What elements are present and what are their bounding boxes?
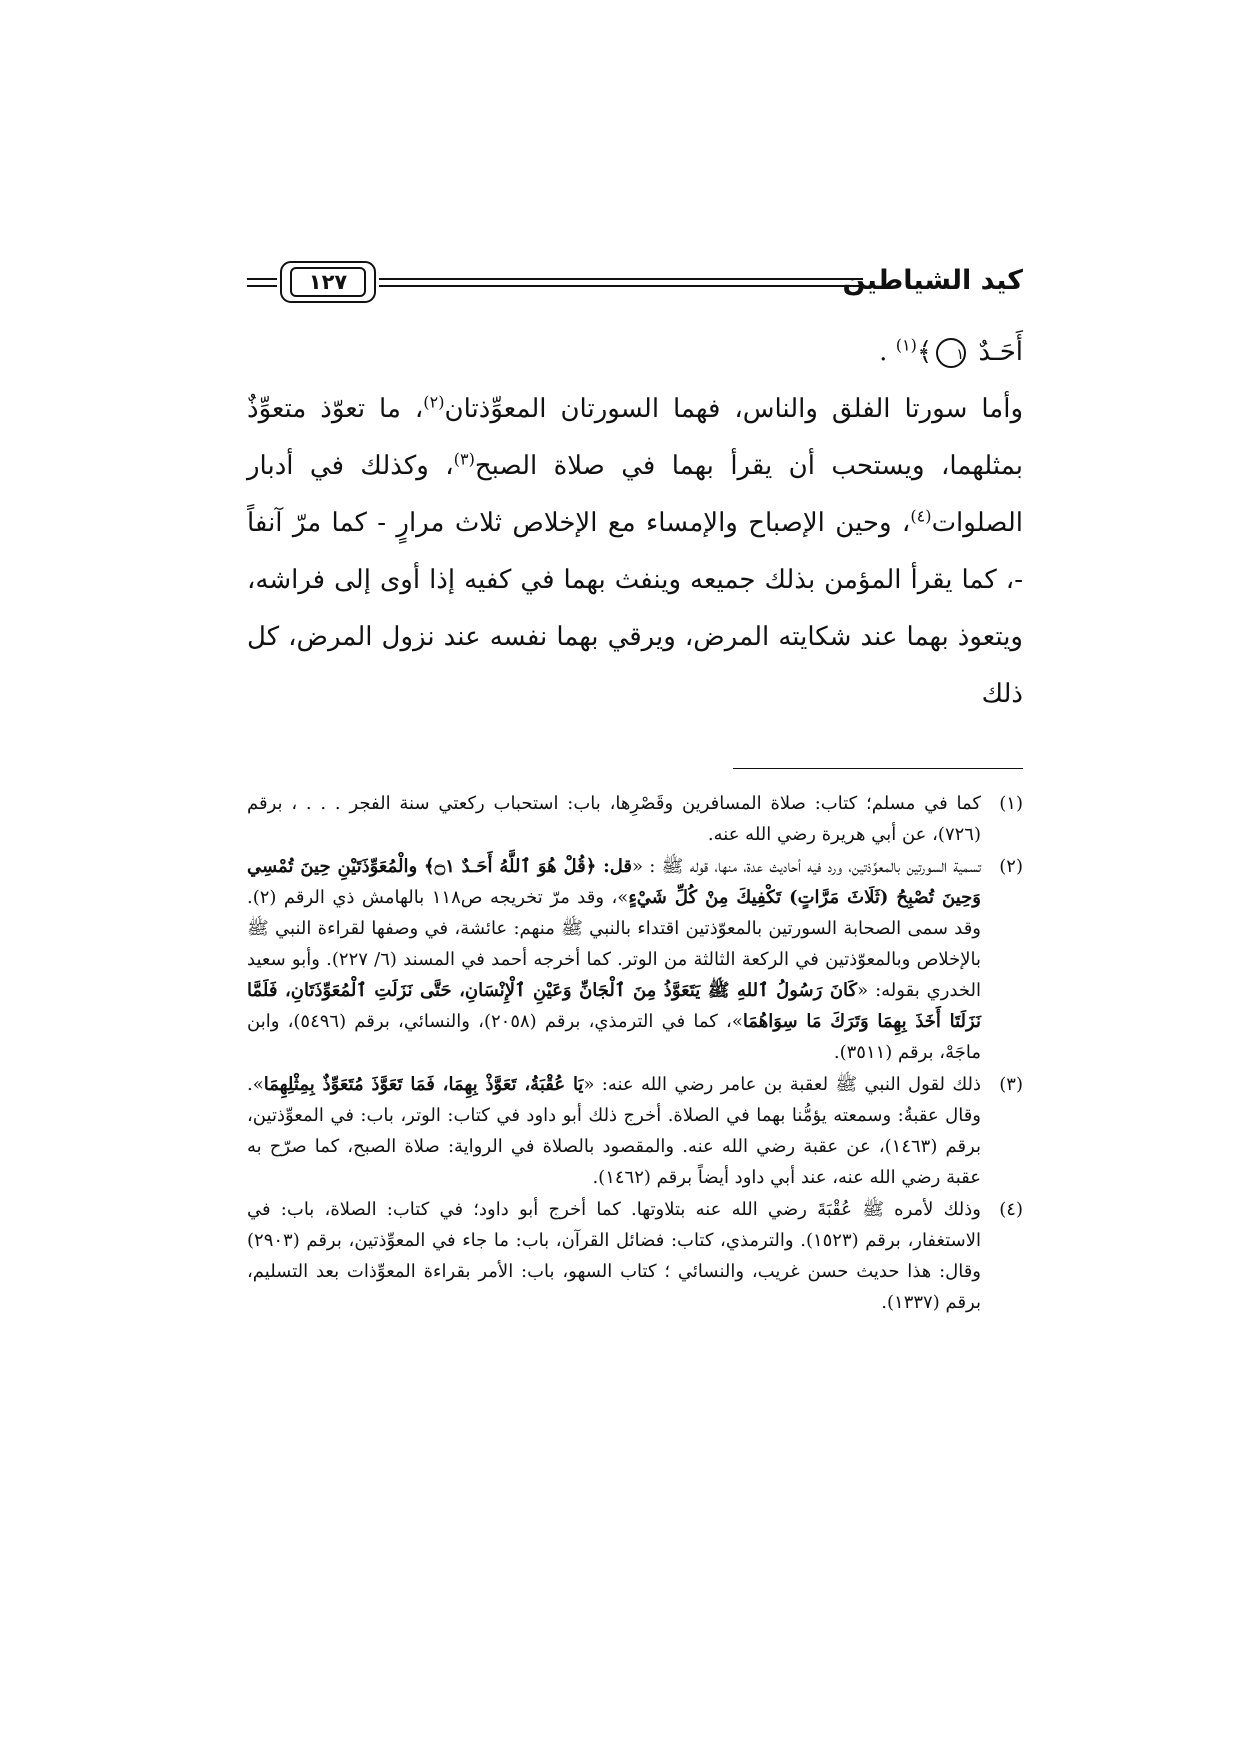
main-text [247, 324, 1023, 723]
page-number-frame [280, 261, 376, 303]
footnote-number: (١) [999, 793, 1023, 814]
footnote-ref-3: (٣) [453, 449, 475, 469]
paragraph-text: وأما سورتا الفلق والناس، فهما السورتان المعوِّذتان [444, 394, 1023, 424]
footnote-text-run: ». وقال عقبةُ: وسمعته يؤمُّنا بهما في الصلاة. أخرج ذلك أبو داود في كتاب: الوتر، باب: في المعوِّذتين، برقم (١٤٦٣)، عن عقبة رضي الله عنه. والمقصود بالصلاة في الرواية: صلاة الصبح، كما صرّح به عقبة رضي الله عنه، عند أبي داود أيضاً برقم (١٤٦٢). [247, 1074, 981, 1188]
footnote-text [247, 1194, 981, 1318]
paragraph-text: ، وحين الإصباح والإمساء مع الإخلاص ثلاث مرارٍ - كما مرّ آنفاً -، كما يقرأ المؤمن بذلك جميعه وينفث بهما في كفيه إذا أوى إلى فراشه، ويتعوذ بهما عند شكايته المرض، ويرقي بهما نفسه عند نزول المرض، كل ذلك [247, 508, 1023, 709]
running-title: كيد الشياطين [842, 265, 1023, 296]
paragraph-text: ، ما تعوّذ متعوِّذٌ بمثلهما، ويستحب أن يقرأ بهما في صلاة الصبح [247, 394, 1023, 481]
footnote-text-run: وذلك لأمره ﷺ عُقْبَةَ رضي الله عنه بتلاوتها. كما أخرج أبو داود؛ في كتاب: الصلاة، باب: في الاستغفار، برقم (١٥٢٣). والترمذي، كتاب: فضائل القرآن، باب: ما جاء في المعوِّذتين، برقم (٢٩٠٣) وقال: هذا حديث حسن غريب، والنسائي ؛ كتاب السهو، باب: الأمر بقراءة المعوِّذات بعد التسليم، برقم (١٣٣٧). [247, 1199, 981, 1313]
footnote-number: (٤) [999, 1199, 1023, 1220]
footnote-text-run: »، وقد مرّ تخريجه ص١١٨ بالهامش ذي الرقم (٢). وقد سمى الصحابة السورتين بالمعوّذتين اقتداء بالنبي ﷺ منهم: عائشة، في وصفها لقراءة النبي ﷺ بالإخلاص وبالمعوّذتين في الركعة الثالثة من الوتر. كما أخرجه أحمد في المسند (٦/ ٢٢٧). وأبو سعيد الخدري بقوله: « [247, 887, 981, 1001]
footnote-2 [247, 851, 1023, 1068]
ayah-number-mark: ١ [936, 338, 966, 368]
body-paragraph [247, 381, 1023, 723]
footnote-3 [247, 1069, 1023, 1193]
page-header [247, 258, 1023, 308]
footnote-text [247, 788, 981, 850]
footnote-text [247, 1069, 981, 1193]
footnotes [247, 788, 1023, 1319]
header-rule-left [247, 278, 277, 287]
verse-ending [247, 324, 1023, 381]
verse-text: أَحَـدٌ [978, 337, 1023, 367]
verse-close-bracket: ﴾ [916, 337, 933, 367]
footnote-text-run: ذلك لقول النبي ﷺ لعقبة بن عامر رضي الله عنه: « [583, 1074, 981, 1095]
footnote-ref-4: (٤) [910, 506, 932, 526]
hadith-quote: كَانَ رَسُولُ ٱللهِ ﷺ يَتَعَوَّذُ مِنَ ٱلْجَانِّ وَعَيْنِ ٱلْإِنْسَانِ، حَتَّى نَزَلَتِ ٱلْمُعَوِّذَتَانِ، فَلَمَّا نَزَلَتَا أَخَذَ بِهِمَا وَتَرَكَ مَا سِوَاهُمَا [247, 980, 981, 1032]
verse-end-punct: . [879, 337, 888, 367]
footnote-number: (٣) [999, 1074, 1023, 1095]
footnote-4 [247, 1194, 1023, 1318]
footnote-separator [733, 768, 1023, 769]
footnote-text [247, 851, 981, 1068]
footnote-ref-1: (١) [895, 335, 917, 355]
footnote-text-run: »، كما في الترمذي، برقم (٢٠٥٨)، والنسائي، برقم (٥٤٩٦)، وابن ماجَهْ، برقم (٣٥١١). [247, 1011, 981, 1063]
footnote-1 [247, 788, 1023, 850]
footnote-number: (٢) [999, 856, 1023, 877]
footnote-text-run: كما في مسلم؛ كتاب: صلاة المسافرين وقَصْرِها، باب: استحباب ركعتي سنة الفجر . . . ، برقم (٧٢٦)، عن أبي هريرة رضي الله عنه. [247, 793, 981, 845]
hadith-quote: قل: ﴿قُلْ هُوَ ٱللَّهُ أَحَـدٌ ۝١﴾ والْمُعَوِّذَتَيْنِ حِينَ تُمْسِي وَحِينَ تُصْبِحُ (ثَلَاثَ مَرَّاتٍ) تَكْفِيكَ مِنْ كُلِّ شَيْءٍ [247, 856, 981, 908]
page-number: ١٢٧ [290, 267, 366, 297]
paragraph-text: ، وكذلك في أدبار الصلوات [247, 451, 1023, 538]
footnote-text-run: تسمية السورتين بالمعوِّذتين، ورد فيه أحاديث عدة، منها، قوله ﷺ : « [631, 856, 981, 877]
footnote-ref-2: (٢) [423, 392, 445, 412]
hadith-quote: يَا عُقْبَةُ، تَعَوَّذْ بِهِمَا، فَمَا تَعَوَّذَ مُتَعَوِّذٌ بِمِثْلِهِمَا [263, 1074, 584, 1095]
header-rule-right [379, 278, 863, 287]
